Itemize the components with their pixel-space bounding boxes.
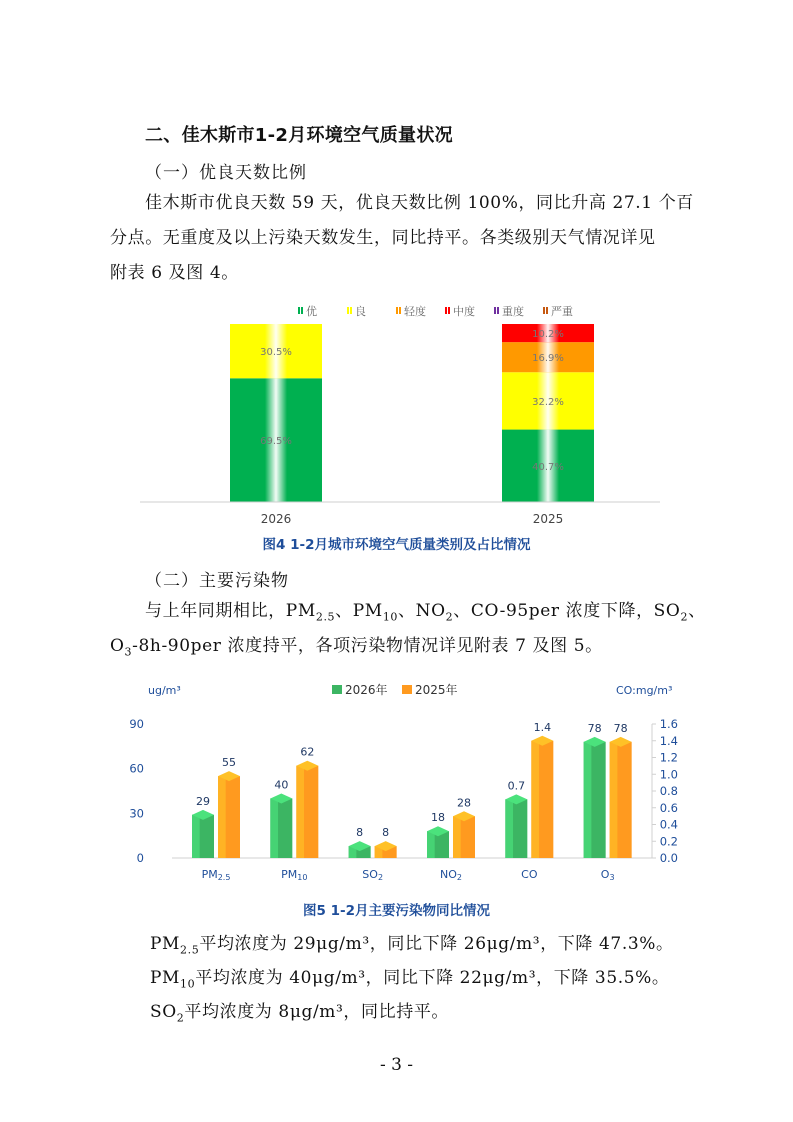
bar-face-light [218, 776, 226, 858]
so2-line [150, 995, 449, 1035]
x-tick-main: PM [281, 868, 298, 881]
x-tick-subscript: 3 [609, 873, 615, 882]
legend-label: 良 [355, 305, 366, 318]
right-tick-label: 0.6 [659, 800, 678, 815]
left-tick-label: 90 [129, 717, 144, 731]
x-tick-subscript: 2 [377, 873, 384, 882]
text-run: 平均浓度为 40μg/m³，同比下降 22μg/m³，下降 35.5%。 [195, 968, 670, 988]
legend-swatch [543, 307, 545, 314]
page-number: - 3 - [379, 1055, 414, 1075]
subscript: 3 [124, 645, 133, 659]
bar-face-light [427, 831, 435, 858]
bar-face-light [584, 742, 592, 858]
bar-face-light [610, 742, 618, 858]
legend-swatch [347, 307, 349, 314]
legend-label: 重度 [502, 305, 524, 318]
bar-face-light [453, 816, 461, 858]
data-label: 78 [613, 721, 628, 735]
right-tick-label: 1.2 [659, 750, 678, 765]
subsection-title-2: （二）主要污染物 [145, 571, 289, 591]
section-title: 二、佳木斯市1-2月环境空气质量状况 [145, 125, 453, 146]
data-label: 10.2% [532, 329, 564, 341]
right-tick-label: 0.4 [659, 817, 678, 832]
legend-label: 2026年 [345, 683, 388, 697]
text-run: SO [150, 1002, 177, 1022]
legend-swatch [298, 307, 300, 314]
right-tick-label: 0.8 [659, 784, 678, 798]
legend-swatch [301, 307, 303, 314]
subscript: 2.5 [180, 943, 200, 957]
data-label: 8 [356, 826, 364, 840]
paragraph-2-line-2 [110, 629, 603, 669]
data-label: 29 [196, 794, 210, 808]
x-tick-label [281, 868, 307, 882]
x-tick-main: SO [362, 868, 378, 881]
x-tick-label [601, 868, 615, 882]
legend-label: 2025年 [415, 683, 458, 697]
right-tick-label: 1.0 [659, 767, 678, 782]
left-tick-label: 60 [129, 761, 144, 776]
legend-label: 轻度 [404, 305, 426, 318]
subscript: 10 [180, 977, 196, 991]
data-label: 40.7% [532, 461, 564, 473]
legend-label: 中度 [453, 305, 475, 318]
text-run: 、 [688, 601, 706, 621]
legend-swatch [448, 307, 450, 314]
text-run: 、CO-95per 浓度下降，SO [453, 601, 681, 621]
legend-swatch [546, 307, 548, 314]
bar-face-light [505, 799, 513, 858]
legend-label: 严重 [551, 305, 573, 318]
x-tick-label [202, 868, 231, 882]
data-label: 62 [300, 745, 315, 759]
text-run: -8h-90per 浓度持平，各项污染物情况详见附表 7 及图 5。 [132, 636, 603, 656]
x-tick-label [440, 868, 462, 882]
legend-swatch [399, 307, 401, 314]
text-run: 平均浓度为 29μg/m³，同比下降 26μg/m³，下降 47.3%。 [199, 934, 674, 954]
x-tick-label [521, 868, 538, 881]
right-axis-unit: CO:mg/m³ [616, 684, 673, 697]
bar-face-light [270, 798, 278, 858]
data-label: 69.5% [260, 436, 292, 448]
subscript: 2.5 [315, 610, 336, 624]
legend-swatch [445, 307, 447, 314]
figure-5-chart [120, 676, 680, 886]
text-run: 、NO [398, 601, 446, 621]
data-label: 32.2% [532, 396, 564, 408]
right-tick-label: 0.0 [659, 851, 678, 865]
x-tick-main: O [600, 868, 610, 881]
bar-face-light [296, 766, 304, 858]
x-tick-label [362, 868, 383, 882]
left-tick-label: 30 [129, 806, 144, 821]
subscript: 10 [382, 610, 399, 624]
right-tick-label: 1.4 [659, 733, 678, 748]
text-run: 与上年同期相比，PM [145, 601, 316, 621]
legend-swatch [332, 685, 342, 694]
data-label: 55 [222, 756, 236, 770]
x-tick-main: NO [440, 868, 457, 881]
text-run: PM [150, 968, 181, 988]
data-label: 18 [431, 811, 445, 825]
legend-swatch [494, 307, 496, 314]
figure-5-caption: 图5 1-2月主要污染物同比情况 [303, 903, 490, 919]
subscript: 2 [445, 610, 454, 624]
paragraph-1-line-2: 分点。无重度及以上污染天数发生，同比持平。各类级别天气情况详见 [110, 228, 656, 248]
subscript: 2 [176, 1011, 185, 1025]
right-tick-label: 1.6 [659, 717, 678, 731]
bar-face-light [531, 741, 539, 858]
subsection-title-1: （一）优良天数比例 [145, 163, 307, 183]
paragraph-1-line-3: 附表 6 及图 4。 [110, 263, 239, 283]
data-label: 30.5% [260, 347, 292, 359]
right-tick-label: 0.2 [659, 834, 678, 849]
bar-face-light [192, 815, 200, 858]
data-label: 78 [587, 721, 602, 735]
x-tick-subscript: 2.5 [217, 873, 231, 882]
data-label: 16.9% [532, 353, 564, 365]
data-label: 0.7 [507, 779, 526, 793]
x-tick-label: 2025 [532, 512, 564, 526]
x-tick-subscript: 10 [297, 873, 308, 882]
data-label: 28 [457, 796, 471, 810]
text-run: 平均浓度为 8μg/m³，同比持平。 [184, 1002, 450, 1022]
x-tick-label: 2026 [260, 512, 292, 526]
legend-swatch [402, 685, 412, 694]
text-run: 、PM [335, 601, 383, 621]
left-axis-unit: ug/m³ [148, 684, 181, 697]
data-label: 1.4 [533, 720, 552, 734]
paragraph-1-line-1: 佳木斯市优良天数 59 天，优良天数比例 100%，同比升高 27.1 个百 [145, 193, 694, 213]
x-tick-main: CO [521, 868, 538, 881]
legend-swatch [350, 307, 352, 314]
left-tick-label: 0 [136, 851, 144, 865]
data-label: 8 [382, 826, 390, 840]
subscript: 2 [680, 610, 689, 624]
data-label: 40 [274, 778, 289, 792]
x-tick-main: PM [201, 868, 218, 881]
legend-swatch [396, 307, 398, 314]
text-run: O [110, 636, 125, 656]
legend-label: 优 [306, 305, 317, 318]
x-tick-subscript: 2 [456, 873, 462, 882]
figure-4-caption: 图4 1-2月城市环境空气质量类别及占比情况 [262, 537, 531, 553]
figure-4-chart [130, 298, 670, 530]
text-run: PM [150, 934, 181, 954]
legend-swatch [497, 307, 499, 314]
